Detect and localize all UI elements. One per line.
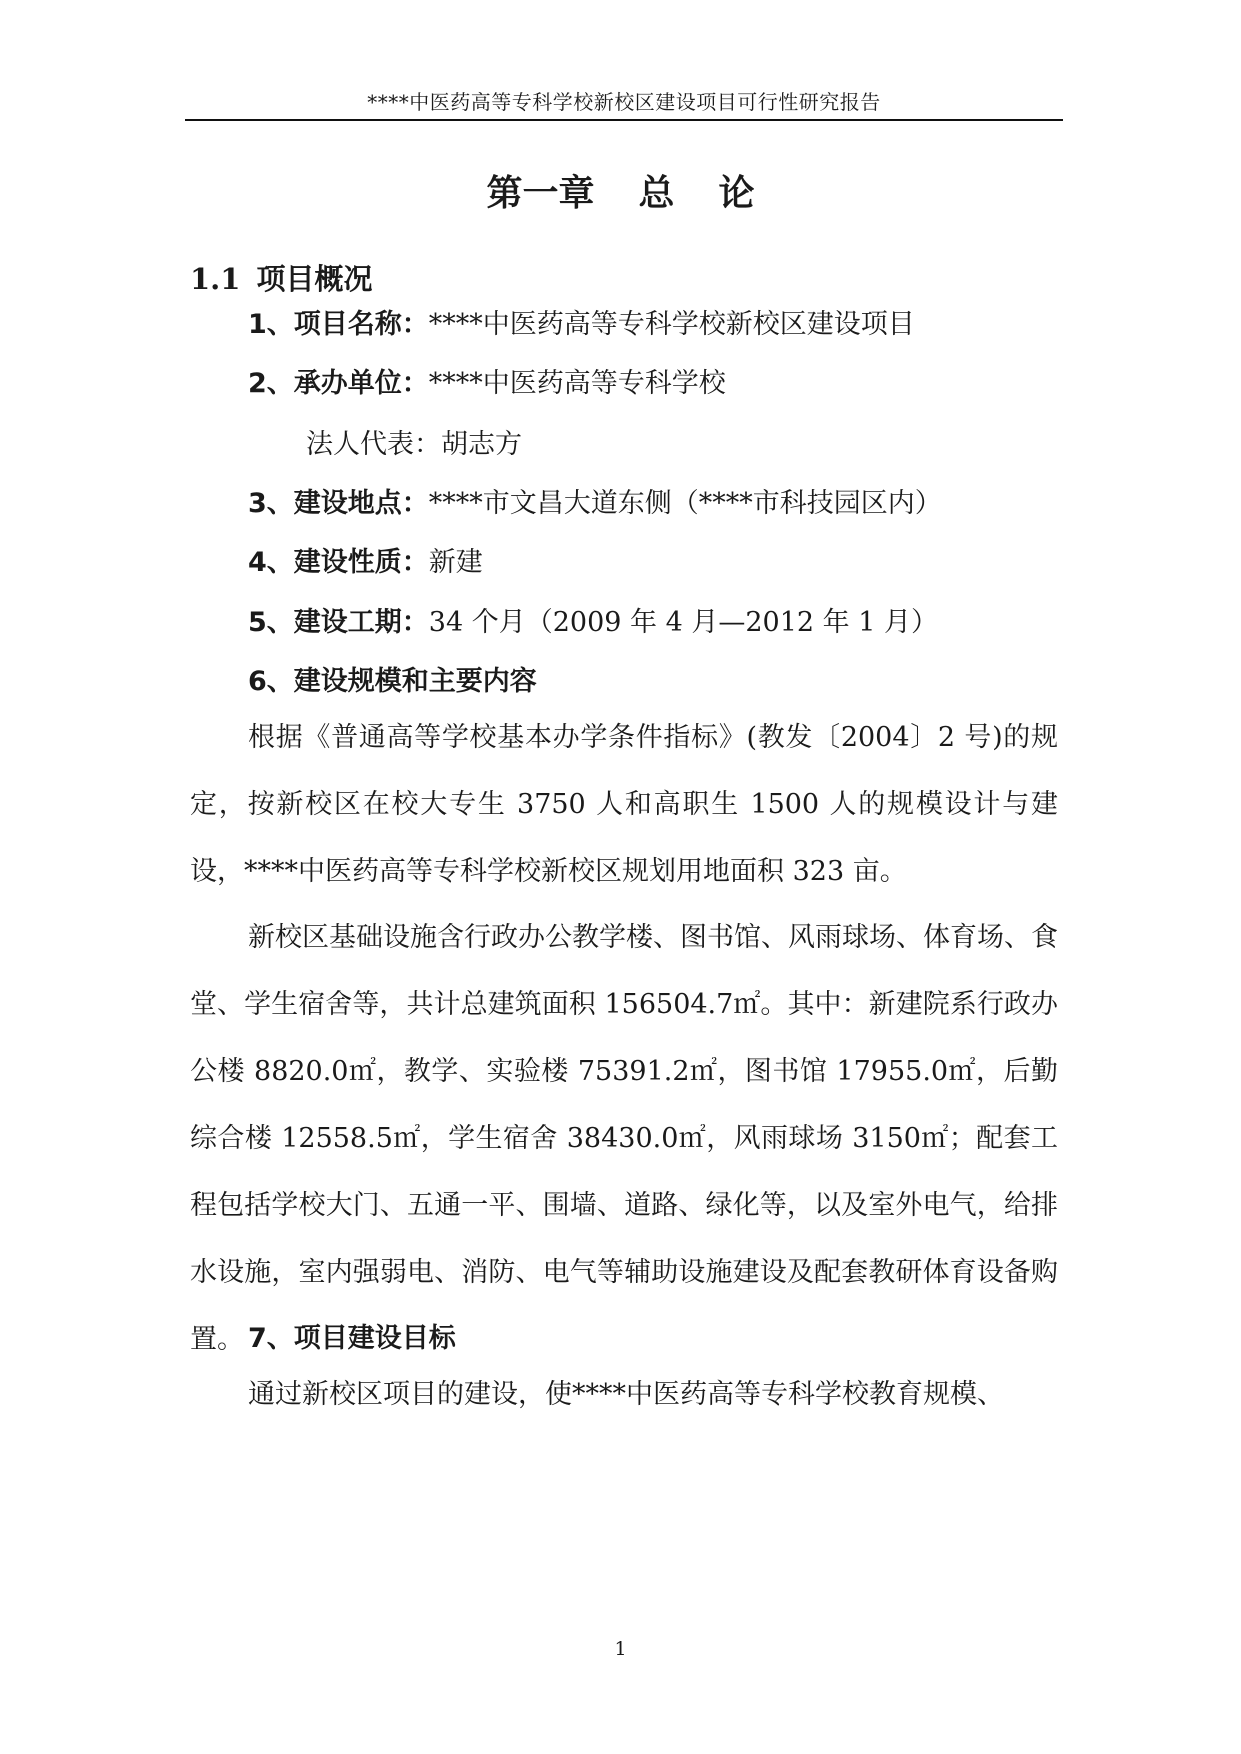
item-project-name bbox=[248, 302, 915, 341]
item-value: 新建 bbox=[428, 547, 483, 578]
legal-representative: 法人代表：胡志方 bbox=[306, 429, 522, 460]
item-period bbox=[248, 600, 938, 639]
item-location bbox=[248, 481, 942, 520]
item-label: 3、建设地点： bbox=[248, 488, 429, 519]
paragraph-buildings: 新校区基础设施含行政办公教学楼、图书馆、风雨球场、体育场、食堂、学生宿舍等，共计总建筑面积 156504.7㎡。其中：新建院系行政办公楼 8820.0㎡，教学、实验楼 75391.2㎡，图书馆 17955.0㎡，后勤综合楼 12558.5㎡，学生宿舍 38430.0㎡，风雨球场 3150㎡；配套工程包括学校大门、五通一平、围墙、道路、绿化等，以及室外电气，给排水设施，室内强弱电、消防、电气等辅助设施建设及配套教研体育设备购置。 bbox=[190, 922, 1058, 1355]
item-label: 6、建设规模和主要内容 bbox=[248, 666, 537, 697]
item-value: ****中医药高等专科学校新校区建设项目 bbox=[428, 309, 915, 340]
chapter-word-1: 第一章 bbox=[486, 173, 595, 214]
item-value: 34 个月（2009 年 4 月—2012 年 1 月） bbox=[428, 607, 939, 638]
section-number: 1.1 bbox=[190, 262, 241, 296]
chapter-title bbox=[0, 165, 1241, 216]
section-heading bbox=[190, 257, 372, 298]
item-nature bbox=[248, 540, 483, 579]
item-value: ****中医药高等专科学校 bbox=[428, 368, 726, 399]
item-value: ****市文昌大道东侧（****市科技园区内） bbox=[428, 488, 942, 519]
chapter-word-2: 总 bbox=[638, 173, 675, 214]
item-label: 2、承办单位： bbox=[248, 368, 429, 399]
chapter-word-3: 论 bbox=[718, 173, 755, 214]
paragraph-goal: 通过新校区项目的建设，使****中医药高等专科学校教育规模、 bbox=[248, 1379, 1004, 1410]
header-rule bbox=[185, 119, 1063, 121]
page-number: 1 bbox=[614, 1638, 627, 1660]
item-goal-heading bbox=[248, 1316, 456, 1355]
item-scale-heading bbox=[248, 659, 537, 698]
running-header: ****中医药高等专科学校新校区建设项目可行性研究报告 bbox=[367, 90, 881, 114]
section-title: 项目概况 bbox=[256, 262, 373, 296]
item-label: 5、建设工期： bbox=[248, 607, 429, 638]
item-label: 4、建设性质： bbox=[248, 547, 429, 578]
paragraph-scale: 根据《普通高等学校基本办学条件指标》(教发〔2004〕2 号)的规定，按新校区在校大专生 3750 人和高职生 1500 人的规模设计与建设，****中医药高等专科学校新校区规划用地面积 323 亩。 bbox=[190, 722, 1058, 887]
item-label: 1、项目名称： bbox=[248, 309, 429, 340]
item-label: 7、项目建设目标 bbox=[248, 1323, 456, 1354]
item-host-unit bbox=[248, 361, 726, 400]
